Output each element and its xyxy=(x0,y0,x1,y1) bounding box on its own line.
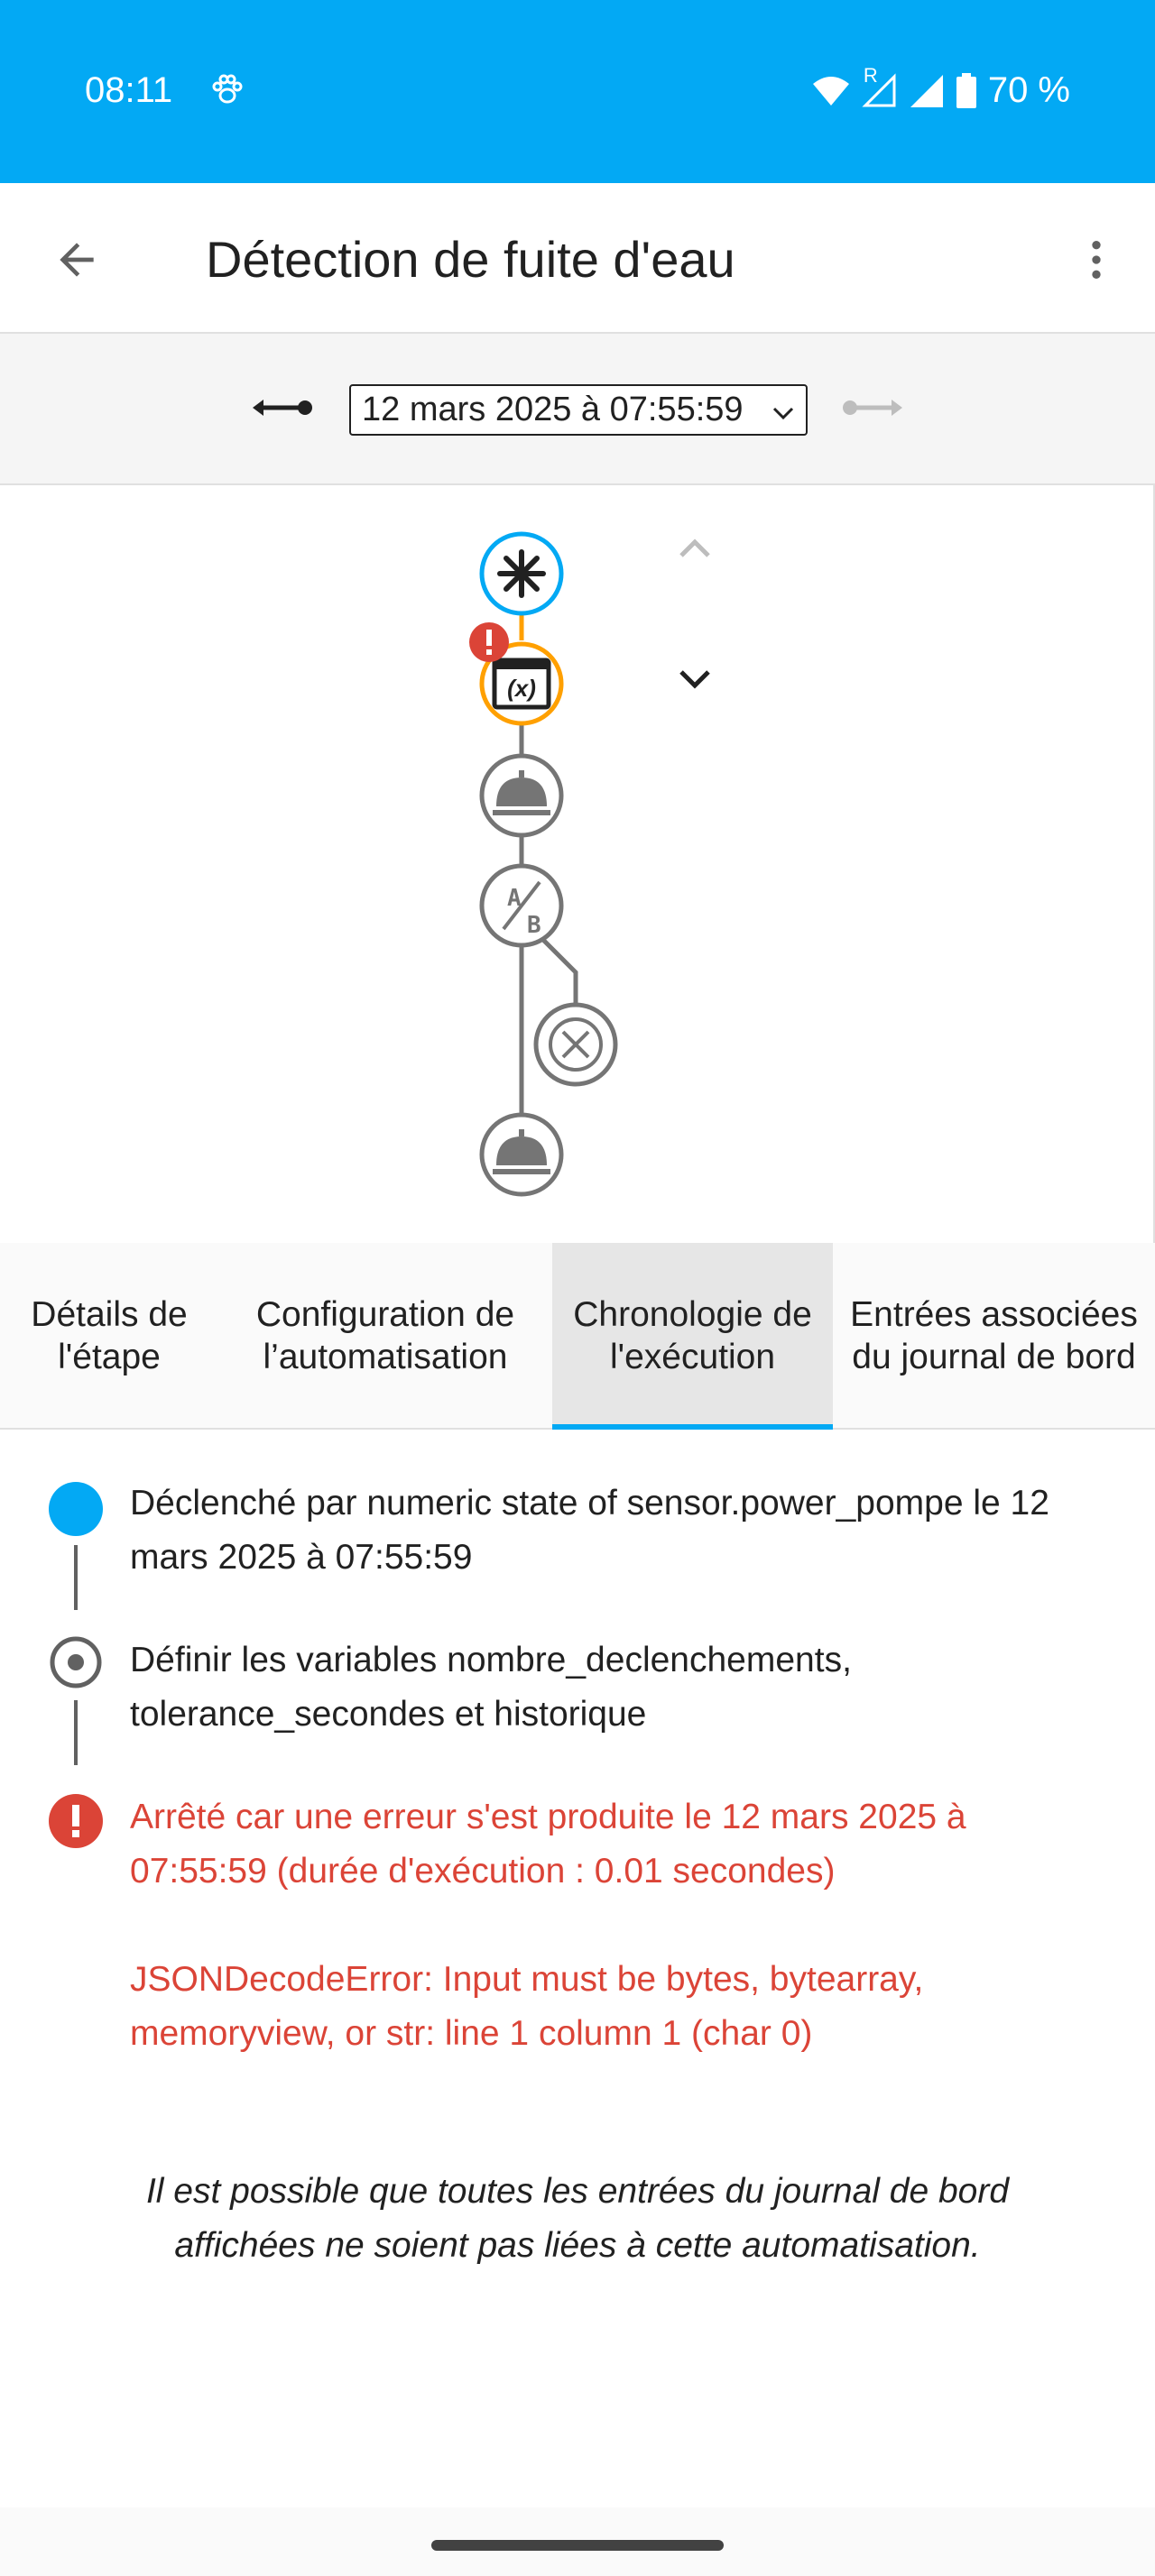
home-indicator[interactable] xyxy=(431,2540,724,2551)
svg-text:A: A xyxy=(507,885,522,912)
chevron-up-icon xyxy=(663,521,726,575)
status-time: 08:11 xyxy=(85,70,173,110)
run-selector-bar xyxy=(0,334,1155,485)
next-step-button[interactable] xyxy=(663,652,726,706)
stop-node[interactable] xyxy=(536,1005,615,1084)
variables-icon xyxy=(494,660,549,707)
timeline-error-text: Arrêté car une erreur s'est produite le 12 mars 2025 à 07:55:59 (durée d'exécution : 0.01 secondes) xyxy=(130,1798,966,1891)
service-node[interactable] xyxy=(482,1115,561,1194)
tab-label: Configuration de l’automatisation xyxy=(255,1294,515,1376)
paw-icon xyxy=(209,72,245,108)
filled-circle-icon xyxy=(47,1480,105,1538)
previous-step-button[interactable] xyxy=(663,521,726,575)
trace-graph xyxy=(0,485,1155,1243)
chevron-down-icon xyxy=(663,652,726,706)
tab-label: Entrées associées du journal de bord xyxy=(850,1294,1138,1376)
app-bar xyxy=(0,183,1155,334)
error-icon xyxy=(47,1792,105,1850)
run-select-value: 12 mars 2025 à 07:55:59 xyxy=(362,391,744,428)
choose-node[interactable] xyxy=(482,866,561,945)
tab-step-details[interactable] xyxy=(0,1243,218,1428)
page-title: Détection de fuite d'eau xyxy=(206,231,735,288)
tab-related-logbook[interactable] xyxy=(833,1243,1155,1428)
timeline-connector xyxy=(74,1545,78,1610)
roaming-label: R xyxy=(863,63,878,87)
battery-icon xyxy=(956,73,977,109)
arrow-left-icon xyxy=(51,235,102,285)
overflow-menu-button[interactable] xyxy=(1056,219,1137,300)
status-indicators xyxy=(811,63,1070,111)
timeline-connector xyxy=(74,1700,78,1765)
trace-graph-canvas xyxy=(0,485,1155,1243)
timeline-text: Déclenché par numeric state of sensor.power_pompe le 12 mars 2025 à 07:55:59 xyxy=(130,1484,1049,1577)
svg-text:(x): (x) xyxy=(507,675,536,702)
logbook-disclaimer: Il est possible que toutes les entrées du journal de bord affichées ne soient pas liées à cette automatisation. xyxy=(145,2172,1010,2265)
tab-trace-timeline[interactable] xyxy=(552,1243,833,1428)
error-badge-icon xyxy=(469,622,509,662)
tab-bar xyxy=(0,1243,1155,1430)
trigger-node[interactable] xyxy=(482,534,561,613)
timeline-text: Définir les variables nombre_declenchements, tolerance_secondes et historique xyxy=(130,1641,852,1734)
timeline-error-detail: JSONDecodeError: Input must be bytes, bytearray, memoryview, or str: line 1 column 1 (char 0) xyxy=(130,1960,924,2053)
svg-text:B: B xyxy=(527,912,541,939)
gesture-nav-area xyxy=(0,2507,1155,2576)
run-select[interactable] xyxy=(349,384,808,436)
arrow-left-dot-icon xyxy=(251,394,316,421)
signal-roaming-icon xyxy=(862,63,898,109)
more-vert-icon xyxy=(1071,235,1122,285)
radio-checked-icon xyxy=(49,1635,103,1689)
wifi-icon xyxy=(811,75,851,107)
chevron-down-icon xyxy=(770,397,797,436)
next-run-button[interactable] xyxy=(839,381,904,435)
back-button[interactable] xyxy=(36,219,117,300)
signal-icon xyxy=(909,73,945,109)
arrow-right-dot-icon xyxy=(839,394,904,421)
battery-percent: 70 % xyxy=(987,70,1070,110)
tab-automation-config[interactable] xyxy=(218,1243,552,1428)
asterisk-icon xyxy=(500,552,543,595)
service-node[interactable] xyxy=(482,756,561,835)
tab-label: Chronologie de l'exécution xyxy=(573,1294,812,1376)
tab-label: Détails de l'étape xyxy=(31,1294,188,1376)
previous-run-button[interactable] xyxy=(251,381,316,435)
status-bar xyxy=(0,0,1155,183)
